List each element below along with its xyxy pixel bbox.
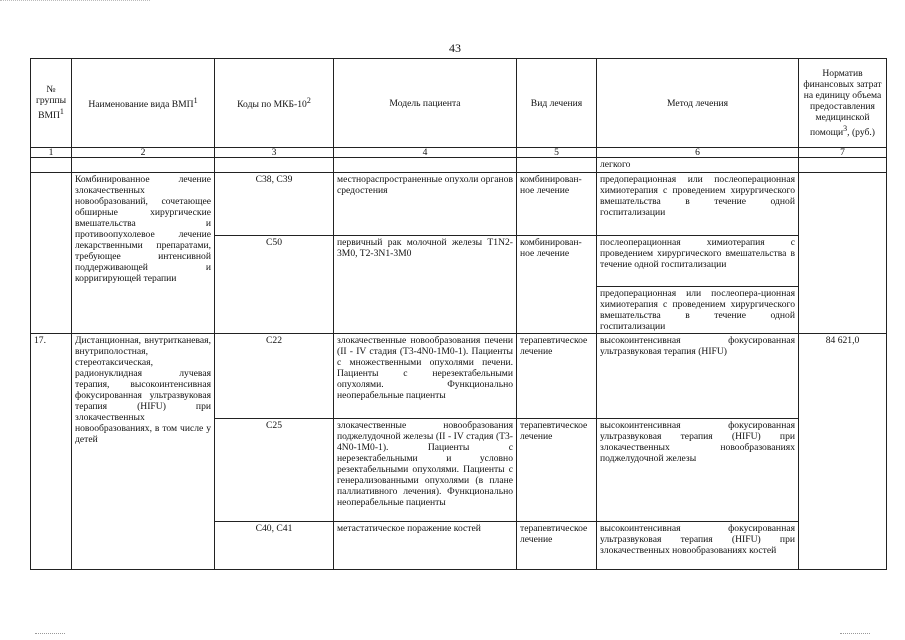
vmp-table — [30, 58, 887, 570]
patient-model-cell: злокачественные новообразования поджелудочной железы (II - IV стадия (T3-4N0-1M0-1). Пациенты с нерезектабельными и условно резектабельными опухолями. Пациенты с генерализованными опухолями (в плане паллиативного лечения). Функционально неоперабельные пациенты — [334, 419, 517, 522]
table-row — [31, 158, 887, 173]
scan-edge-mark — [0, 0, 150, 1]
icd-codes-cell: C25 — [215, 419, 334, 522]
treatment-type-cell: терапевтическое лечение — [517, 522, 597, 570]
method-cell: высокоинтенсивная фокусированная ультразвуковая терапия (HIFU) — [597, 334, 799, 419]
column-number: 6 — [597, 148, 799, 158]
method-cell: высокоинтенсивная фокусированная ультразвуковая терапия (HIFU) при злокачественных новообразованиях поджелудочной железы — [597, 419, 799, 522]
header-group-number: № группы ВМП$^1$ — [31, 59, 72, 148]
column-number: 5 — [517, 148, 597, 158]
table-row — [31, 173, 887, 236]
patient-model-cell: местнораспространенные опухоли органов средостения — [334, 173, 517, 236]
icd-codes-cell: C50 — [215, 236, 334, 334]
vmp-name-cell: Комбинированное лечение злокачественных новообразований, сочетающее обширные хирургические вмешательства и противоопухолевое лечение лекарственными препаратами, требующее интенсивной поддерживающей и корригирующей терапии — [72, 173, 215, 334]
column-number: 7 — [799, 148, 887, 158]
cost-norm-cell: 84 621,0 — [799, 334, 887, 570]
table-row — [31, 334, 887, 419]
treatment-type-cell: комбинирован-ное лечение — [517, 173, 597, 236]
scan-edge-mark — [840, 633, 870, 634]
header-row — [31, 59, 887, 148]
method-cell: предоперационная или послеопера-ционная химиотерапия с проведением хирургического вмешательства в течение одной госпитализации — [597, 287, 799, 334]
header-icd-codes: Коды по МКБ-$10^2$ — [215, 59, 334, 148]
header-treatment-method: Метод лечения — [597, 59, 799, 148]
icd-codes-cell: C40, C41 — [215, 522, 334, 570]
method-cell: высокоинтенсивная фокусированная ультразвуковая терапия (HIFU) при злокачественных новообразованиях костей — [597, 522, 799, 570]
patient-model-cell: метастатическое поражение костей — [334, 522, 517, 570]
header-treatment-type: Вид лечения — [517, 59, 597, 148]
treatment-type-cell: комбинирован-ное лечение — [517, 236, 597, 334]
icd-codes-cell: C22 — [215, 334, 334, 419]
icd-codes-cell: C38, C39 — [215, 173, 334, 236]
patient-model-cell: первичный рак молочной железы T1N2-3M0, T2-3N1-3M0 — [334, 236, 517, 334]
column-number: 1 — [31, 148, 72, 158]
patient-model-cell: злокачественные новообразования печени (II - IV стадия (T3-4N0-1M0-1). Пациенты с множественными опухолями печени. Пациенты с нерезектабельными опухолями. Функционально неоперабельные пациенты — [334, 334, 517, 419]
page-number: 43 — [449, 41, 461, 55]
column-number-row — [31, 148, 887, 158]
method-cell: предоперационная или послеоперационная химиотерапия с проведением хирургического вмешательства в течение одной госпитализации — [597, 173, 799, 236]
group-number-cell: 17. — [31, 334, 72, 570]
column-number: 3 — [215, 148, 334, 158]
header-cost-norm: Норматив финансовых затрат на единицу объема предоставления медицинской помощи$^3$, (руб.) — [799, 59, 887, 148]
header-patient-model: Модель пациента — [334, 59, 517, 148]
method-cell: легкого — [597, 158, 799, 173]
column-number: 2 — [72, 148, 215, 158]
method-cell: послеоперационная химиотерапия с проведением хирургического вмешательства в течение одной госпитализации — [597, 236, 799, 287]
treatment-type-cell: терапевтическое лечение — [517, 419, 597, 522]
treatment-type-cell: терапевтическое лечение — [517, 334, 597, 419]
column-number: 4 — [334, 148, 517, 158]
header-vmp-name: Наименование вида ВМП$^1$ — [72, 59, 215, 148]
scan-edge-mark — [35, 633, 65, 634]
vmp-name-cell: Дистанционная, внутритканевая, внутриполостная, стереотаксическая, радионуклидная лучевая терапия, высокоинтенсивная фокусированная ультразвуковая терапия (HIFU) при злокачественных новообразованиях, в том числе у детей — [72, 334, 215, 570]
